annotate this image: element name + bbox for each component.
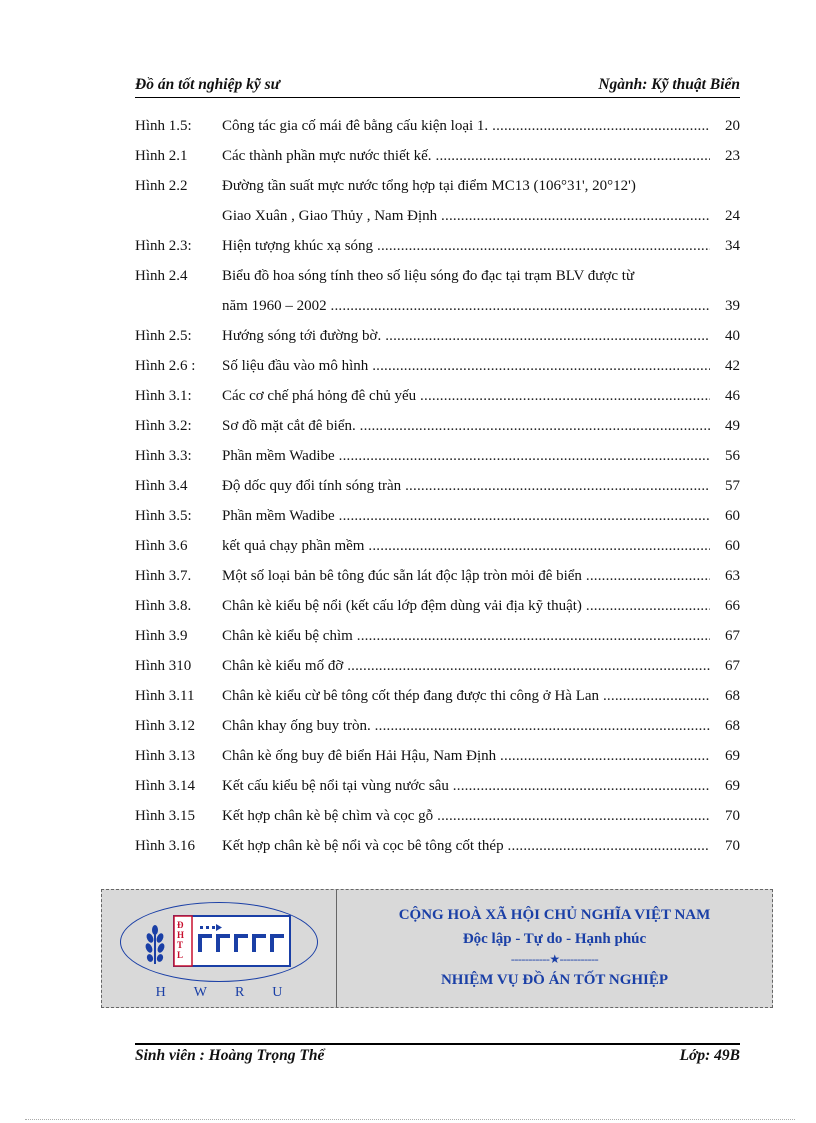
toc-row xyxy=(135,681,740,711)
university-logo-icon xyxy=(140,908,300,978)
toc-figure-label: Hình 3.11 xyxy=(135,688,195,704)
toc-figure-title xyxy=(222,681,710,711)
logo-letter-w: W xyxy=(193,985,207,1000)
toc-figure-label: Hình 3.9 xyxy=(135,628,188,644)
toc-leader-dots xyxy=(368,358,710,374)
logo-letter-h: H xyxy=(155,985,166,1000)
toc-leader-dots xyxy=(496,748,710,764)
toc-figure-title xyxy=(222,591,710,621)
toc-figure-label: Hình 3.12 xyxy=(135,718,195,734)
toc-figure-label: Hình 3.5: xyxy=(135,508,192,524)
toc-title-text: Sơ đồ mặt cắt đê biển. xyxy=(222,418,356,434)
toc-figure-title xyxy=(222,291,710,321)
toc-title-text: Giao Xuân , Giao Thủy , Nam Định xyxy=(222,208,438,224)
toc-row xyxy=(135,501,740,531)
toc-page-number: 67 xyxy=(725,628,740,644)
toc-figure-label: Hình 3.14 xyxy=(135,778,195,794)
toc-title-text: Chân kè kiểu bệ chìm xyxy=(222,628,353,644)
toc-row xyxy=(135,261,740,291)
toc-figure-label: Hình 3.15 xyxy=(135,808,195,824)
toc-row xyxy=(135,141,740,171)
toc-title-text: Chân kè kiểu mố đỡ xyxy=(222,658,344,674)
toc-figure-title xyxy=(222,381,710,411)
page-header xyxy=(135,76,740,98)
toc-figure-title xyxy=(222,531,710,561)
toc-figure-title xyxy=(222,771,710,801)
toc-row xyxy=(135,291,740,321)
stamp-text-box xyxy=(337,890,772,1007)
toc-page-number: 67 xyxy=(725,658,740,674)
logo-letter-u: U xyxy=(272,985,283,1000)
toc-title-text: Các cơ chế phá hỏng đê chủ yếu xyxy=(222,388,417,404)
footer-rule xyxy=(135,1043,740,1045)
toc-row xyxy=(135,621,740,651)
toc-leader-dots xyxy=(335,508,710,524)
toc-figure-label: Hình 310 xyxy=(135,658,192,674)
stamp-document-title: NHIỆM VỤ ĐỒ ÁN TỐT NGHIỆP xyxy=(440,972,669,988)
toc-title-text: Kết cấu kiểu bệ nổi tại vùng nước sâu xyxy=(222,778,449,794)
toc-figure-label: Hình 3.1: xyxy=(135,388,192,404)
toc-figure-label: Hình 2.5: xyxy=(135,328,192,344)
toc-page-number: 40 xyxy=(725,328,740,344)
toc-page-number: 60 xyxy=(725,508,740,524)
toc-figure-label: Hình 1.5: xyxy=(135,118,192,134)
toc-figure-label: Hình 2.2 xyxy=(135,178,188,194)
toc-leader-dots xyxy=(356,418,710,434)
toc-title-text: năm 1960 – 2002 xyxy=(222,298,327,314)
toc-title-text: Phần mềm Wadibe xyxy=(222,508,335,524)
toc-leader-dots xyxy=(582,568,710,584)
toc-page-number: 42 xyxy=(725,358,740,374)
toc-leader-dots xyxy=(371,718,710,734)
footer-student-name: Sinh viên : Hoàng Trọng Thể xyxy=(135,1047,325,1064)
toc-figure-title xyxy=(222,711,710,741)
toc-leader-dots xyxy=(416,388,710,404)
toc-leader-dots xyxy=(343,658,710,674)
toc-figure-label: Hình 2.3: xyxy=(135,238,192,254)
toc-title-text: Biểu đồ hoa sóng tính theo số liệu sóng đo đạc tại trạm BLV được từ xyxy=(222,268,635,284)
header-right-text: Ngành: Kỹ thuật Biển xyxy=(598,76,740,93)
toc-page-number: 63 xyxy=(725,568,740,584)
toc-title-text: Số liệu đầu vào mô hình xyxy=(222,358,369,374)
toc-row xyxy=(135,711,740,741)
toc-figure-label: Hình 3.4 xyxy=(135,478,188,494)
toc-page-number: 39 xyxy=(725,298,740,314)
toc-leader-dots xyxy=(381,328,710,344)
toc-title-text: Chân kè ống buy đê biển Hải Hậu, Nam Định xyxy=(222,748,497,764)
page-bottom-border xyxy=(25,1119,795,1120)
toc-leader-dots xyxy=(364,538,710,554)
toc-figure-title xyxy=(222,831,710,861)
toc-figure-title xyxy=(222,471,710,501)
toc-figure-label: Hình 2.1 xyxy=(135,148,188,164)
toc-page-number: 69 xyxy=(725,778,740,794)
toc-row xyxy=(135,471,740,501)
header-left-text: Đồ án tốt nghiệp kỹ sư xyxy=(135,76,280,93)
toc-figure-title xyxy=(222,351,710,381)
toc-figure-label: Hình 3.13 xyxy=(135,748,195,764)
toc-figure-title xyxy=(222,171,710,201)
logo-vertical-text: ĐHTL xyxy=(177,920,185,960)
toc-row xyxy=(135,351,740,381)
toc-title-text: Kết hợp chân kè bệ nổi và cọc bê tông cốt thép xyxy=(222,838,504,854)
toc-row xyxy=(135,381,740,411)
toc-figure-title xyxy=(222,231,710,261)
logo-letter-r: R xyxy=(234,985,245,1000)
toc-title-text: Hướng sóng tới đường bờ. xyxy=(222,328,382,344)
toc-figure-label: Hình 3.2: xyxy=(135,418,192,434)
stamp-motto: Độc lập - Tự do - Hạnh phúc xyxy=(462,931,647,947)
toc-figure-label: Hình 2.4 xyxy=(135,268,188,284)
toc-title-text: Một số loại bản bê tông đúc sẵn lát độc lập tròn mỏi đê biển xyxy=(222,568,582,584)
toc-page-number: 69 xyxy=(725,748,740,764)
toc-figure-label: Hình 3.3: xyxy=(135,448,192,464)
toc-figure-label: Hình 3.6 xyxy=(135,538,188,554)
toc-page-number: 20 xyxy=(725,118,740,134)
toc-leader-dots xyxy=(401,478,710,494)
toc-figure-title xyxy=(222,561,710,591)
toc-title-text: Chân kè kiểu bệ nổi (kết cấu lớp đệm dùng vải địa kỹ thuật) xyxy=(222,598,582,614)
toc-row xyxy=(135,201,740,231)
toc-title-text: Chân khay ống buy tròn. xyxy=(222,718,371,734)
toc-page-number: 66 xyxy=(725,598,740,614)
toc-row xyxy=(135,831,740,861)
toc-title-text: Chân kè kiểu cừ bê tông cốt thép đang được thi công ở Hà Lan xyxy=(222,688,600,704)
toc-page-number: 68 xyxy=(725,718,740,734)
toc-leader-dots xyxy=(327,298,710,314)
toc-page-number: 46 xyxy=(725,388,740,404)
toc-page-number: 70 xyxy=(725,838,740,854)
toc-title-text: Phần mềm Wadibe xyxy=(222,448,335,464)
toc-leader-dots xyxy=(599,688,710,704)
toc-leader-dots xyxy=(433,808,710,824)
toc-page-number: 60 xyxy=(725,538,740,554)
stamp-national-title: CỘNG HOÀ XÃ HỘI CHỦ NGHĨA VIỆT NAM xyxy=(398,907,711,923)
footer-class: Lớp: 49B xyxy=(679,1047,740,1064)
title-stamp xyxy=(101,889,773,1008)
stamp-divider: -----------★----------- xyxy=(510,952,599,966)
toc-title-text: kết quả chạy phần mềm xyxy=(222,538,365,554)
toc-leader-dots xyxy=(504,838,710,854)
toc-row xyxy=(135,561,740,591)
toc-figure-title xyxy=(222,741,710,771)
toc-page-number: 23 xyxy=(725,148,740,164)
toc-page-number: 57 xyxy=(725,478,740,494)
toc-figure-title xyxy=(222,501,710,531)
toc-title-text: Kết hợp chân kè bệ chìm và cọc gỗ xyxy=(222,808,434,824)
toc-leader-dots xyxy=(437,208,710,224)
toc-figure-label: Hình 3.8. xyxy=(135,598,192,614)
toc-row xyxy=(135,171,740,201)
toc-figure-label: Hình 3.16 xyxy=(135,838,195,854)
toc-row xyxy=(135,411,740,441)
toc-page-number: 34 xyxy=(725,238,740,254)
toc-figure-title xyxy=(222,801,710,831)
toc-page-number: 56 xyxy=(725,448,740,464)
toc-leader-dots xyxy=(335,448,710,464)
logo-box xyxy=(102,890,337,1007)
toc-figure-title xyxy=(222,411,710,441)
toc-row xyxy=(135,741,740,771)
toc-figure-title xyxy=(222,441,710,471)
toc-figure-title xyxy=(222,651,710,681)
toc-figure-title xyxy=(222,261,710,291)
toc-figure-label: Hình 3.7. xyxy=(135,568,192,584)
toc-figure-title xyxy=(222,201,710,231)
toc-figure-title xyxy=(222,111,710,141)
toc-figure-label: Hình 2.6 : xyxy=(135,358,196,374)
toc-figure-title xyxy=(222,141,710,171)
toc-row xyxy=(135,591,740,621)
toc-title-text: Hiện tượng khúc xạ sóng xyxy=(222,238,374,254)
toc-row xyxy=(135,651,740,681)
toc-row xyxy=(135,801,740,831)
toc-page-number: 24 xyxy=(725,208,740,224)
toc-page-number: 70 xyxy=(725,808,740,824)
toc-page-number: 68 xyxy=(725,688,740,704)
toc-row xyxy=(135,111,740,141)
toc-leader-dots xyxy=(449,778,710,794)
toc-page-number: 49 xyxy=(725,418,740,434)
toc-row xyxy=(135,441,740,471)
toc-row xyxy=(135,231,740,261)
toc-row xyxy=(135,531,740,561)
toc-leader-dots xyxy=(432,148,710,164)
toc-title-text: Công tác gia cố mái đê bằng cấu kiện loại 1. xyxy=(222,118,489,134)
toc-leader-dots xyxy=(353,628,710,644)
toc-leader-dots xyxy=(373,238,710,254)
header-rule xyxy=(135,97,740,98)
toc-leader-dots xyxy=(582,598,710,614)
page-footer xyxy=(135,1047,740,1069)
logo-letters xyxy=(102,985,336,1001)
toc-leader-dots xyxy=(488,118,710,134)
toc-row xyxy=(135,771,740,801)
toc-title-text: Các thành phần mực nước thiết kế. xyxy=(222,148,432,164)
toc-figure-title xyxy=(222,621,710,651)
toc-title-text: Độ dốc quy đổi tính sóng tràn xyxy=(222,478,402,494)
figure-list xyxy=(135,111,740,861)
toc-title-text: Đường tần suất mực nước tổng hợp tại điểm MC13 (106°31', 20°12') xyxy=(222,178,636,194)
toc-row xyxy=(135,321,740,351)
toc-figure-title xyxy=(222,321,710,351)
